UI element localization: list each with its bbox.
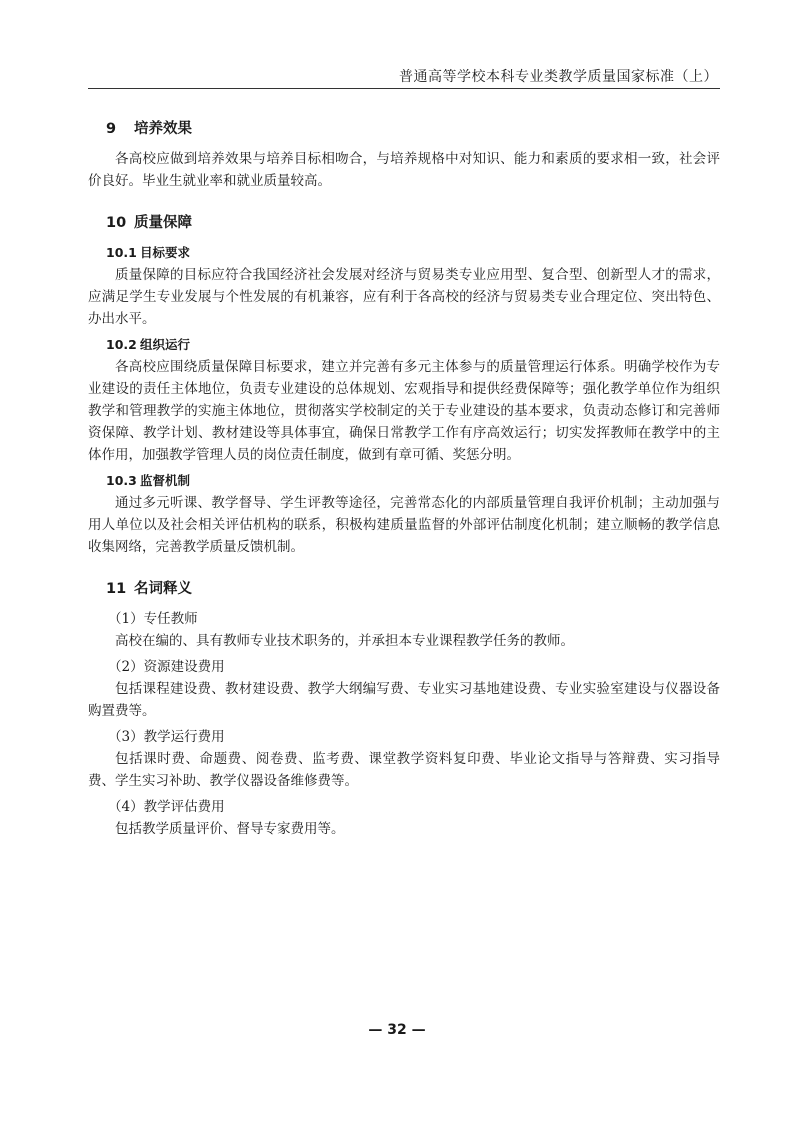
subsection-title: 组织运行 xyxy=(140,337,191,352)
subsection-heading-10-1 xyxy=(106,242,720,264)
term-label: （1）专任教师 xyxy=(108,611,198,627)
page-content xyxy=(88,110,720,840)
subsection-title: 目标要求 xyxy=(140,245,191,260)
term-definition: 包括课时费、命题费、阅卷费、监考费、课堂教学资料复印费、毕业论文指导与答辩费、实习指导费、学生实习补助、教学仪器设备维修费等。 xyxy=(88,751,720,789)
term-label: （3）教学运行费用 xyxy=(108,729,225,745)
section-9-paragraph: 各高校应做到培养效果与培养目标相吻合，与培养规格中对知识、能力和素质的要求相一致，社会评价良好。毕业生就业率和就业质量较高。 xyxy=(88,151,720,189)
subsection-10-3-paragraph: 通过多元听课、教学督导、学生评教等途径，完善常态化的内部质量管理自我评价机制；主动加强与用人单位以及社会相关评估机构的联系，积极构建质量监督的外部评估制度化机制；建立顺畅的教学信息收集网络，完善教学质量反馈机制。 xyxy=(88,495,720,555)
subsection-number: 10.1 xyxy=(106,245,137,260)
section-number: 10 xyxy=(106,215,127,231)
subsection-title: 监督机制 xyxy=(140,473,191,488)
section-number: 9 xyxy=(106,121,117,137)
section-title: 培养效果 xyxy=(134,121,192,137)
subsection-10-1-paragraph: 质量保障的目标应符合我国经济社会发展对经济与贸易类专业应用型、复合型、创新型人才的需求，应满足学生专业发展与个性发展的有机兼容，应有利于各高校的经济与贸易类专业合理定位、突出特色、办出水平。 xyxy=(88,267,720,327)
section-heading-10 xyxy=(106,212,720,234)
subsection-heading-10-3 xyxy=(106,470,720,492)
term-definition: 高校在编的、具有教师专业技术职务的，并承担本专业课程教学任务的教师。 xyxy=(115,633,574,649)
page-number: — 32 — xyxy=(368,1022,426,1038)
subsection-10-2-paragraph: 各高校应围绕质量保障目标要求，建立并完善有多元主体参与的质量管理运行体系。明确学校作为专业建设的责任主体地位，负责专业建设的总体规划、宏观指导和提供经费保障等；强化教学单位作为组织教学和管理教学的实施主体地位，贯彻落实学校制定的关于专业建设的基本要求，负责动态修订和完善师资保障、教学计划、教材建设等具体事宜，确保日常教学工作有序高效运行；切实发挥教师在教学中的主体作用，加强教学管理人员的岗位责任制度，做到有章可循、奖惩分明。 xyxy=(88,359,720,463)
section-number: 11 xyxy=(106,581,127,597)
term-definition: 包括教学质量评价、督导专家费用等。 xyxy=(115,821,345,837)
term-label: （2）资源建设费用 xyxy=(108,659,225,675)
running-header: 普通高等学校本科专业类教学质量国家标准（上） xyxy=(399,69,718,85)
subsection-heading-10-2 xyxy=(106,334,720,356)
subsection-number: 10.2 xyxy=(106,337,137,352)
subsection-number: 10.3 xyxy=(106,473,137,488)
term-label: （4）教学评估费用 xyxy=(108,799,225,815)
term-definition: 包括课程建设费、教材建设费、教学大纲编写费、专业实习基地建设费、专业实验室建设与仪器设备购置费等。 xyxy=(88,681,720,719)
section-heading-9 xyxy=(106,118,720,140)
section-title: 质量保障 xyxy=(134,215,192,231)
section-title: 名词释义 xyxy=(134,581,192,597)
section-heading-11 xyxy=(106,578,720,600)
header-rule xyxy=(88,88,720,89)
